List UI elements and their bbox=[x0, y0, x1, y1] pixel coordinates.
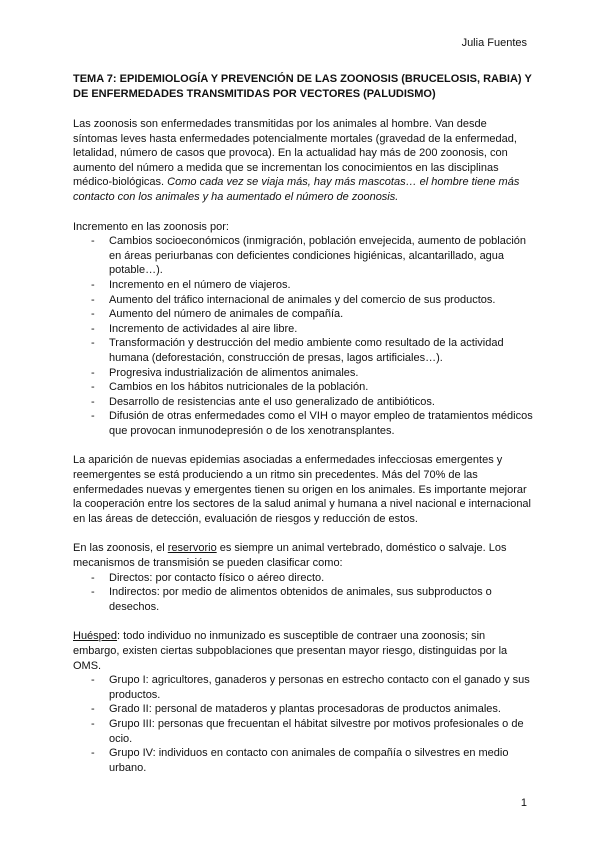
list-item: - Grado II: personal de mataderos y plantas procesadoras de productos animales. bbox=[73, 702, 533, 717]
reservoir-term: reservorio bbox=[167, 542, 217, 555]
list-item: - Indirectos: por medio de alimentos obtenidos de animales, sus subproductos o desechos. bbox=[73, 585, 533, 614]
increase-list bbox=[73, 234, 533, 438]
emerging-paragraph: La aparición de nuevas epidemias asociadas a enfermedades infecciosas emergentes y reemergentes se está produciendo a un ritmo sin precedentes. Más del 70% de las enfermedades nuevas y emergentes tienen su origen en los animales. Es importante mejorar la cooperación entre los sectores de la salud animal y humana a nivel nacional e internacional en las áreas de detección, evaluación de riesgos y reducción de estos. bbox=[73, 454, 531, 525]
transmission-list bbox=[73, 571, 533, 615]
list-item: - Grupo III: personas que frecuentan el hábitat silvestre por motivos profesionales o de ocio. bbox=[73, 717, 533, 746]
list-item: - Transformación y destrucción del medio ambiente como resultado de la actividad humana (deforestación, construcción de presas, lagos artificiales…). bbox=[73, 336, 533, 365]
intro-paragraph bbox=[73, 117, 533, 205]
list-item: - Difusión de otras enfermedades como el VIH o mayor empleo de tratamientos médicos que provocan inmunodepresión o de los xenotransplantes. bbox=[73, 409, 533, 438]
host-after: : todo individuo no inmunizado es susceptible de contraer una zoonosis; sin embargo, existen ciertas subpoblaciones que presentan mayor riesgo, distinguidas por la OMS. bbox=[73, 630, 508, 672]
list-item: - Grupo I: agricultores, ganaderos y personas en estrecho contacto con el ganado y sus productos. bbox=[73, 673, 533, 702]
intro-text: Las zoonosis son enfermedades transmitidas por los animales al hombre. Van desde síntomas leves hasta enfermedades potencialmente mortales (gravedad de la enfermedad, letalidad, número de casos que provoca). En la actualidad hay más de 200 zoonosis, con aumento del número a medida que se incrementan los conocimientos en las disciplinas médico-biológicas. bbox=[73, 118, 517, 189]
list-item: - Aumento del tráfico internacional de animales y del comercio de sus productos. bbox=[73, 293, 533, 308]
reservoir-after: es siempre un animal vertebrado, doméstico o salvaje. Los mecanismos de transmisión se pueden clasificar como: bbox=[73, 542, 507, 570]
list-item: - Incremento de actividades al aire libre. bbox=[73, 322, 533, 337]
host-paragraph bbox=[73, 629, 533, 673]
intro-italic-text: Como cada vez se viaja más, hay más mascotas… el hombre tiene más contacto con los animales y ha aumentado el número de zoonosis. bbox=[73, 176, 520, 203]
host-term: Huésped bbox=[73, 630, 118, 643]
page-title: TEMA 7: EPIDEMIOLOGÍA Y PREVENCIÓN DE LAS ZOONOSIS (BRUCELOSIS, RABIA) Y DE ENFERMEDADES TRANSMITIDAS POR VECTORES (PALUDISMO) bbox=[73, 73, 532, 100]
list-item: - Grupo IV: individuos en contacto con animales de compañía o silvestres en medio urbano. bbox=[73, 746, 533, 775]
list-item: - Cambios socioeconómicos (inmigración, población envejecida, aumento de población en áreas periurbanas con deficientes condiciones higiénicas, alcantarillado, agua potable…). bbox=[73, 234, 533, 278]
list-item: - Progresiva industrialización de alimentos animales. bbox=[73, 366, 533, 381]
author-name: Julia Fuentes bbox=[461, 37, 527, 49]
increase-lead: Incremento en las zoonosis por: bbox=[73, 220, 229, 233]
document-body bbox=[73, 72, 533, 790]
reservoir-paragraph bbox=[73, 541, 533, 570]
list-item: - Directos: por contacto físico o aéreo directo. bbox=[73, 571, 533, 586]
list-item: - Desarrollo de resistencias ante el uso generalizado de antibióticos. bbox=[73, 395, 533, 410]
risk-groups-list bbox=[73, 673, 533, 775]
list-item: - Cambios en los hábitos nutricionales de la población. bbox=[73, 380, 533, 395]
page-number: 1 bbox=[520, 797, 527, 809]
reservoir-before: En las zoonosis, el bbox=[73, 542, 168, 555]
list-item: - Aumento del número de animales de compañía. bbox=[73, 307, 533, 322]
list-item: - Incremento en el número de viajeros. bbox=[73, 278, 533, 293]
